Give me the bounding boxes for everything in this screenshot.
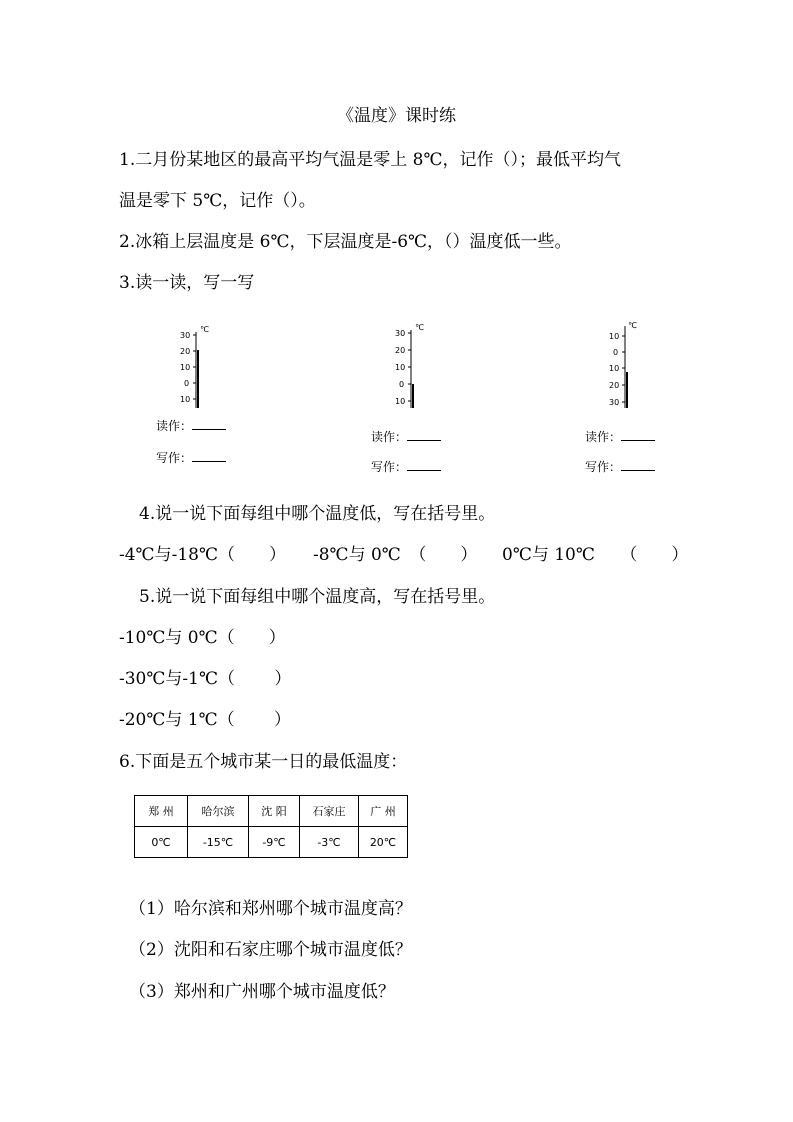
q1-line1: 1.二月份某地区的最高平均气温是零上 8℃，记作（）；最低平均气 xyxy=(119,150,621,170)
table-row xyxy=(135,796,408,827)
q6-sub-2: （2）沈阳和石家庄哪个城市温度低？ xyxy=(129,940,412,960)
write-label-3: 写作： xyxy=(585,458,655,475)
q4-text: 4.说一说下面每组中哪个温度低，写在括号里。 xyxy=(139,504,496,524)
q6-sub-1: （1）哈尔滨和郑州哪个城市温度高？ xyxy=(129,899,412,919)
table-cell: 广 州 xyxy=(359,796,408,827)
q6-text: 6.下面是五个城市某一日的最低温度： xyxy=(119,752,408,772)
read-label-2: 读作： xyxy=(371,428,441,445)
city-temperature-table xyxy=(134,795,408,858)
thermometer-2 xyxy=(385,320,435,414)
table-cell: 沈 阳 xyxy=(249,796,300,827)
q5-item-3: -20℃与 1℃（ ） xyxy=(119,710,292,730)
table-cell: 郑 州 xyxy=(135,796,188,827)
unit-label: ℃ xyxy=(415,323,424,332)
table-cell: 哈尔滨 xyxy=(188,796,249,827)
read-label-3: 读作： xyxy=(585,428,655,445)
tick-label: 30 xyxy=(395,329,406,338)
q4-item-1: -4℃与-18℃（ ） xyxy=(119,545,286,565)
q5-text: 5.说一说下面每组中哪个温度高，写在括号里。 xyxy=(139,587,496,607)
tick-label: 10 xyxy=(609,332,620,341)
q2-text: 2.冰箱上层温度是 6℃，下层温度是-6℃，（）温度低一些。 xyxy=(119,232,572,252)
thermometer-3 xyxy=(600,318,650,414)
q3-text: 3.读一读，写一写 xyxy=(119,273,255,293)
page-title: 《温度》课时练 xyxy=(337,106,456,126)
q4-item-3: 0℃与 10℃ （ ） xyxy=(502,545,689,565)
q1-line2: 温是零下 5℃，记作（）。 xyxy=(119,191,316,211)
tick-label: 0 xyxy=(399,380,405,389)
q6-sub-3: （3）郑州和广州哪个城市温度低？ xyxy=(129,982,395,1002)
q4-item-2: -8℃与 0℃ （ ） xyxy=(313,545,478,565)
tick-label: 10 xyxy=(395,397,406,406)
tick-label: 10 xyxy=(609,364,620,373)
q5-item-2: -30℃与-1℃（ ） xyxy=(119,669,292,689)
tick-label: 10 xyxy=(180,395,191,404)
table-cell: -3℃ xyxy=(300,827,359,858)
read-label-1: 读作： xyxy=(156,417,226,434)
tick-label: 10 xyxy=(395,363,406,372)
tick-label: 20 xyxy=(609,381,620,390)
unit-label: ℃ xyxy=(200,325,209,334)
table-cell: 20℃ xyxy=(359,827,408,858)
table-cell: 0℃ xyxy=(135,827,188,858)
unit-label: ℃ xyxy=(628,321,637,330)
tick-label: 10 xyxy=(180,363,191,372)
q5-item-1: -10℃与 0℃（ ） xyxy=(119,628,286,648)
write-label-2: 写作： xyxy=(371,458,441,475)
tick-label: 20 xyxy=(180,347,191,356)
table-row xyxy=(135,827,408,858)
tick-label: 0 xyxy=(184,379,190,388)
thermometer-1 xyxy=(170,322,220,416)
tick-label: 20 xyxy=(395,346,406,355)
table-cell: -15℃ xyxy=(188,827,249,858)
write-label-1: 写作： xyxy=(156,449,226,466)
table-cell: 石家庄 xyxy=(300,796,359,827)
table-cell: -9℃ xyxy=(249,827,300,858)
tick-label: 30 xyxy=(180,331,191,340)
tick-label: 0 xyxy=(613,348,619,357)
tick-label: 30 xyxy=(609,398,620,407)
